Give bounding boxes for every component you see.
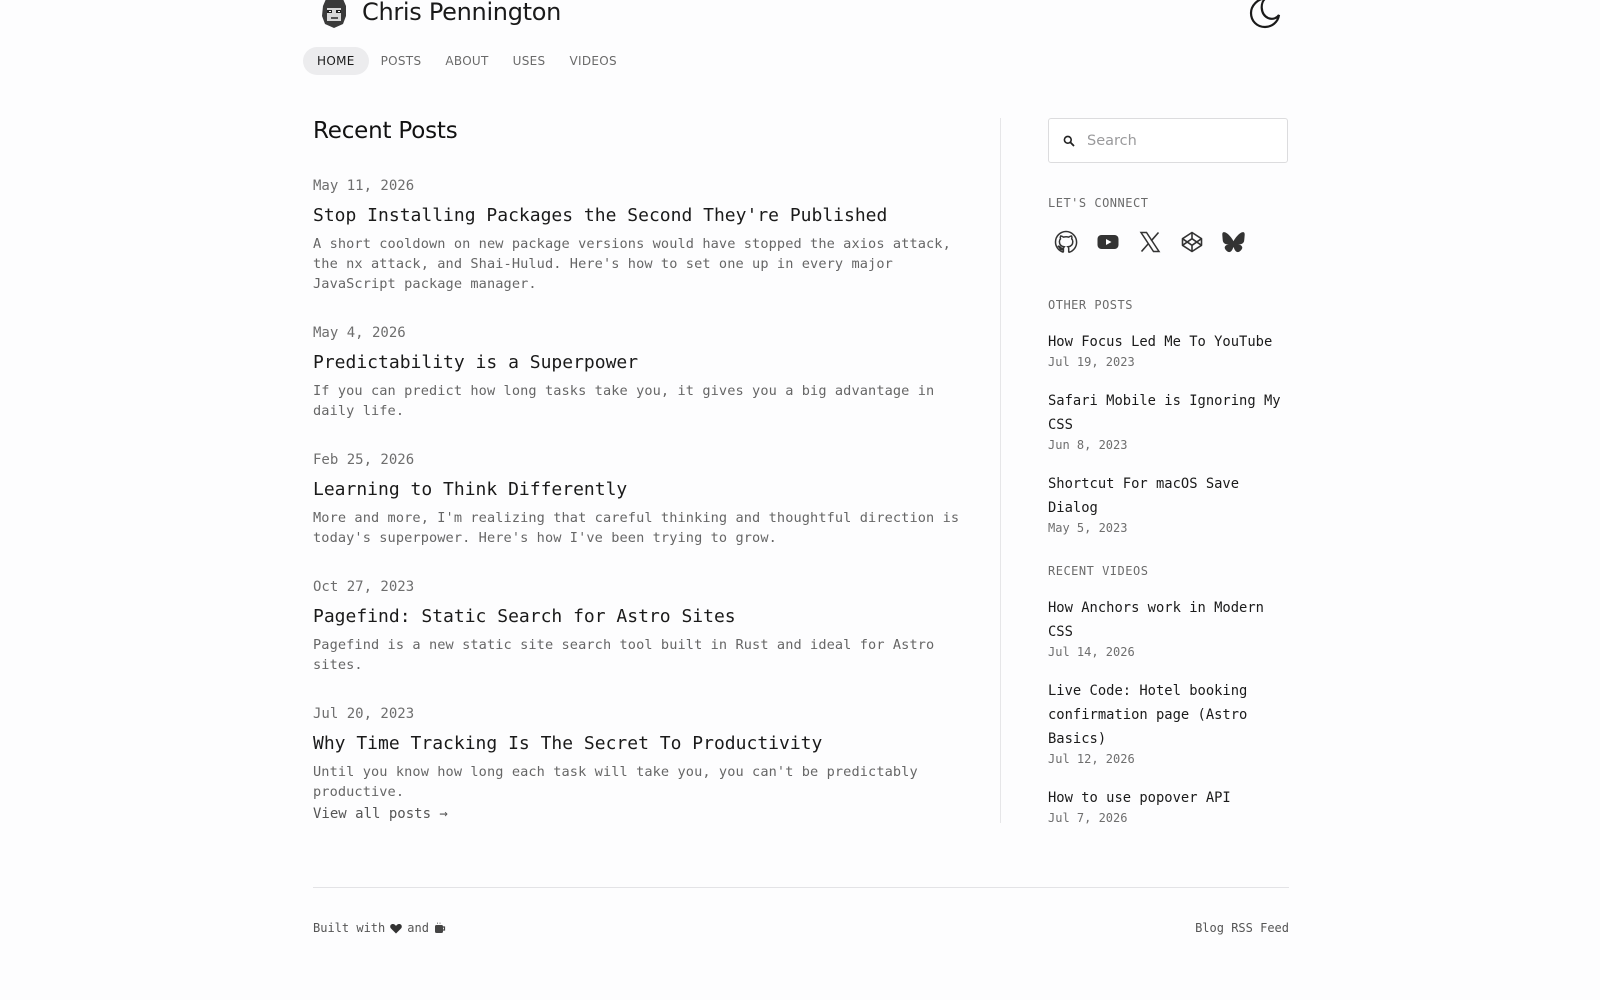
post-title-link[interactable]: Stop Installing Packages the Second They're Published <box>313 205 888 226</box>
list-item <box>1048 330 1288 370</box>
video-date: Jul 7, 2026 <box>1048 811 1128 825</box>
footer-built-with: Built with <box>313 921 386 935</box>
x-icon[interactable] <box>1138 230 1162 254</box>
search-input[interactable] <box>1087 133 1267 149</box>
footer-credit <box>313 921 446 935</box>
post-date: May 11, 2026 <box>313 178 415 194</box>
list-item <box>1048 786 1288 826</box>
other-post-date: May 5, 2023 <box>1048 521 1128 535</box>
heart-icon <box>390 923 402 934</box>
post-date: Feb 25, 2026 <box>313 452 415 468</box>
other-post-link[interactable]: Safari Mobile is Ignoring My CSS <box>1048 393 1281 433</box>
recent-posts-section <box>313 118 963 832</box>
post-description: More and more, I'm realizing that careful thinking and thoughtful direction is today's superpower. Here's how I've been trying to grow. <box>313 510 960 546</box>
video-link[interactable]: How Anchors work in Modern CSS <box>1048 600 1264 640</box>
post-description: Until you know how long each task will take you, you can't be predictably productive. <box>313 764 918 800</box>
site-name: Chris Pennington <box>362 0 562 26</box>
search-box[interactable] <box>1048 118 1288 163</box>
video-date: Jul 14, 2026 <box>1048 645 1135 659</box>
footer-divider <box>313 887 1289 888</box>
recent-videos-heading: RECENT VIDEOS <box>1048 564 1149 578</box>
video-link[interactable]: How to use popover API <box>1048 790 1231 806</box>
post-date: Oct 27, 2023 <box>313 579 415 595</box>
post-description: Pagefind is a new static site search tool built in Rust and ideal for Astro sites. <box>313 637 935 673</box>
nav-posts[interactable]: POSTS <box>380 54 422 68</box>
connect-heading: LET'S CONNECT <box>1048 196 1149 210</box>
post-item <box>313 324 963 421</box>
nav-home[interactable]: HOME <box>303 47 369 75</box>
post-list <box>313 177 963 802</box>
main-nav <box>303 47 629 75</box>
post-item <box>313 578 963 675</box>
view-all-posts-link[interactable]: View all posts → <box>313 806 448 822</box>
other-posts-heading: OTHER POSTS <box>1048 298 1133 312</box>
post-description: A short cooldown on new package versions would have stopped the axios attack, the nx attack, and Shai-Hulud. Here's how to set one up in every major JavaScript package manager. <box>313 236 951 292</box>
post-title-link[interactable]: Learning to Think Differently <box>313 479 628 500</box>
other-post-link[interactable]: How Focus Led Me To YouTube <box>1048 334 1273 350</box>
site-brand[interactable] <box>316 0 561 32</box>
recent-videos-list <box>1048 596 1288 826</box>
youtube-icon[interactable] <box>1096 230 1120 254</box>
other-post-date: Jul 19, 2023 <box>1048 355 1135 369</box>
coffee-icon <box>434 922 446 934</box>
post-item <box>313 451 963 548</box>
post-description: If you can predict how long tasks take you, it gives you a big advantage in daily life. <box>313 383 935 419</box>
github-icon[interactable] <box>1054 230 1078 254</box>
column-divider <box>1000 118 1001 823</box>
other-posts-list <box>1048 330 1288 536</box>
social-links <box>1048 230 1288 254</box>
list-item <box>1048 472 1288 536</box>
post-date: May 4, 2026 <box>313 325 406 341</box>
other-post-link[interactable]: Shortcut For macOS Save Dialog <box>1048 476 1240 516</box>
post-date: Jul 20, 2023 <box>313 706 415 722</box>
bluesky-icon[interactable] <box>1222 230 1246 254</box>
post-item <box>313 705 963 802</box>
sidebar <box>1048 118 1288 845</box>
theme-toggle-moon-icon[interactable] <box>1248 0 1284 30</box>
avatar <box>316 0 352 30</box>
search-icon <box>1063 135 1075 147</box>
video-link[interactable]: Live Code: Hotel booking confirmation page (Astro Basics) <box>1048 683 1248 747</box>
list-item <box>1048 679 1288 767</box>
other-post-date: Jun 8, 2023 <box>1048 438 1128 452</box>
list-item <box>1048 389 1288 453</box>
nav-about[interactable]: ABOUT <box>445 54 489 68</box>
post-title-link[interactable]: Why Time Tracking Is The Secret To Productivity <box>313 733 823 754</box>
video-date: Jul 12, 2026 <box>1048 752 1135 766</box>
post-title-link[interactable]: Pagefind: Static Search for Astro Sites <box>313 606 736 627</box>
nav-uses[interactable]: USES <box>512 54 546 68</box>
list-item <box>1048 596 1288 660</box>
nav-videos[interactable]: VIDEOS <box>569 54 617 68</box>
codepen-icon[interactable] <box>1180 230 1204 254</box>
post-item <box>313 177 963 294</box>
page-title: Recent Posts <box>313 118 458 144</box>
post-title-link[interactable]: Predictability is a Superpower <box>313 352 639 373</box>
footer-and: and <box>407 921 429 935</box>
rss-feed-link[interactable]: Blog RSS Feed <box>1195 921 1289 935</box>
